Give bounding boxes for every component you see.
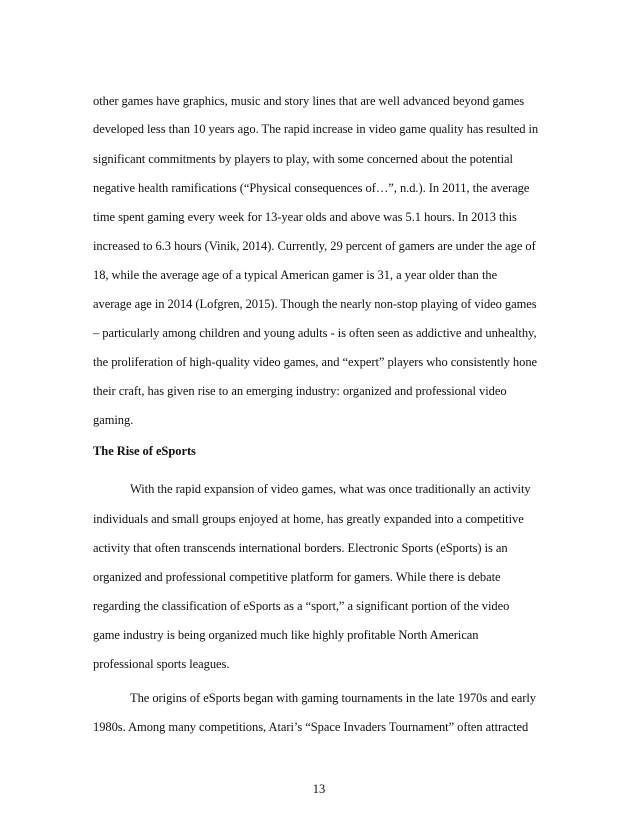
text-line: increased to 6.3 hours (Vinik, 2014). Currently, 29 percent of gamers are under the age of — [93, 239, 536, 253]
text-line: professional sports leagues. — [93, 657, 230, 671]
section-heading: The Rise of eSports — [93, 444, 196, 458]
text-line: average age in 2014 (Lofgren, 2015). Though the nearly non-stop playing of video games — [93, 297, 537, 311]
text-line: The origins of eSports began with gaming tournaments in the late 1970s and early — [130, 691, 536, 705]
text-line: regarding the classification of eSports as a “sport,” a significant portion of the video — [93, 599, 510, 613]
text-line: With the rapid expansion of video games, what was once traditionally an activity — [130, 482, 531, 496]
text-line: developed less than 10 years ago. The rapid increase in video game quality has resulted in — [93, 122, 539, 136]
text-line: negative health ramifications (“Physical consequences of…”, n.d.). In 2011, the average — [93, 181, 530, 195]
text-line: other games have graphics, music and story lines that are well advanced beyond games — [93, 94, 525, 108]
text-line: organized and professional competitive platform for gamers. While there is debate — [93, 570, 501, 584]
text-line: 18, while the average age of a typical American gamer is 31, a year older than the — [93, 268, 498, 282]
page-number: 13 — [312, 782, 326, 796]
text-line: gaming. — [93, 413, 134, 427]
text-line: activity that often transcends international borders. Electronic Sports (eSports) is an — [93, 541, 508, 555]
text-line: 1980s. Among many competitions, Atari’s “Space Invaders Tournament” often attracted — [93, 720, 529, 734]
text-line: – particularly among children and young adults - is often seen as addictive and unhealthy, — [93, 326, 537, 340]
text-line: significant commitments by players to play, with some concerned about the potential — [93, 152, 513, 166]
text-line: individuals and small groups enjoyed at home, has greatly expanded into a competitive — [93, 512, 524, 526]
text-line: their craft, has given rise to an emerging industry: organized and professional video — [93, 384, 507, 398]
text-line: time spent gaming every week for 13-year olds and above was 5.1 hours. In 2013 this — [93, 210, 517, 224]
text-line: the proliferation of high-quality video games, and “expert” players who consistently hone — [93, 355, 538, 369]
text-line: game industry is being organized much like highly profitable North American — [93, 628, 479, 642]
